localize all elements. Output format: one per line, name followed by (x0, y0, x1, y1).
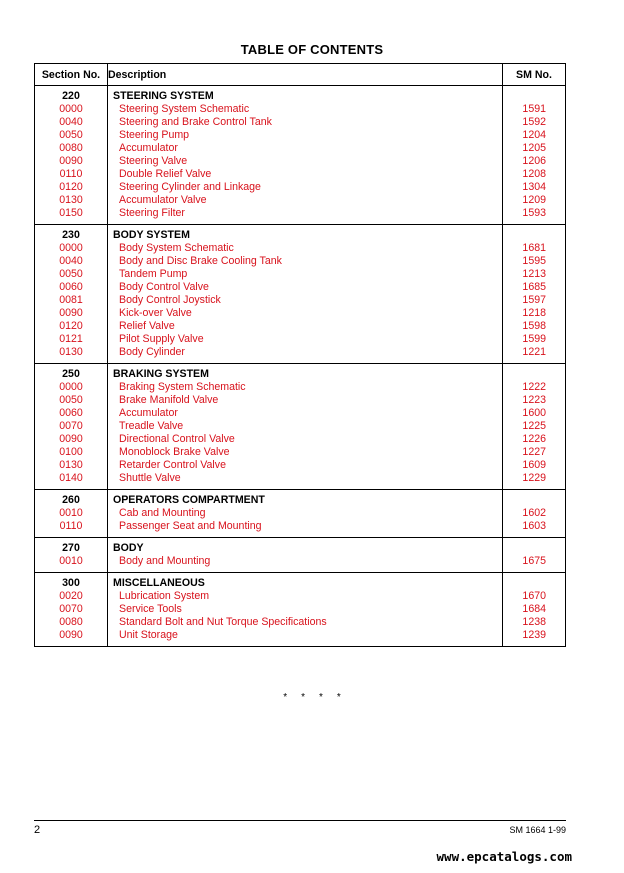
subsection-number-link[interactable]: 0090 (59, 307, 83, 319)
section-sm-spacer (503, 229, 565, 242)
section-number: 250 (62, 368, 80, 380)
page-number: 2 (34, 824, 41, 836)
subsection-number-link[interactable]: 0010 (59, 507, 83, 519)
section-sm-spacer (503, 90, 565, 103)
sm-number-link[interactable]: 1681 (522, 242, 546, 254)
subsection-title-link[interactable]: Kick-over Valve (119, 307, 192, 319)
toc-section-row (35, 364, 566, 490)
subsection-number-link[interactable]: 0140 (59, 472, 83, 484)
section-sm-spacer (503, 542, 565, 555)
sm-number-link[interactable]: 1684 (522, 603, 546, 615)
section-sm-cell (503, 225, 566, 364)
toc-section-group (35, 490, 566, 538)
sm-number-link[interactable]: 1304 (522, 181, 546, 193)
subsection-title-link[interactable]: Monoblock Brake Valve (119, 446, 230, 458)
section-description-cell (108, 538, 503, 573)
star-glyph: * (319, 692, 323, 703)
toc-section-row (35, 538, 566, 573)
sm-number-link[interactable]: 1222 (522, 381, 546, 393)
sm-number-link[interactable]: 1204 (522, 129, 546, 141)
sm-number-link[interactable]: 1239 (522, 629, 546, 641)
section-title: STEERING SYSTEM (113, 90, 214, 102)
end-marker-stars (0, 692, 624, 703)
toc-section-row (35, 225, 566, 364)
section-sm-cell (503, 538, 566, 573)
sm-number-link[interactable]: 1206 (522, 155, 546, 167)
subsection-number-link[interactable]: 0121 (59, 333, 83, 345)
header-section-no: Section No. (35, 64, 108, 86)
subsection-title-link[interactable]: Braking System Schematic (119, 381, 246, 393)
subsection-title-link[interactable]: Standard Bolt and Nut Torque Specifications (119, 616, 327, 628)
subsection-number-link[interactable]: 0050 (59, 268, 83, 280)
subsection-number-link[interactable]: 0130 (59, 459, 83, 471)
subsection-title-link[interactable]: Passenger Seat and Mounting (119, 520, 262, 532)
section-title: BODY SYSTEM (113, 229, 190, 241)
sm-number-link[interactable]: 1218 (522, 307, 546, 319)
subsection-number-link[interactable]: 0010 (59, 555, 83, 567)
subsection-title-link[interactable]: Service Tools (119, 603, 182, 615)
subsection-number-link[interactable]: 0090 (59, 155, 83, 167)
subsection-title-link[interactable]: Brake Manifold Valve (119, 394, 219, 406)
subsection-number-link[interactable]: 0060 (59, 281, 83, 293)
subsection-title-link[interactable]: Shuttle Valve (119, 472, 181, 484)
section-title: BRAKING SYSTEM (113, 368, 209, 380)
section-sm-cell (503, 364, 566, 490)
toc-section-group (35, 573, 566, 647)
subsection-number-link[interactable]: 0130 (59, 194, 83, 206)
subsection-number-link[interactable]: 0100 (59, 446, 83, 458)
sm-number-link[interactable]: 1238 (522, 616, 546, 628)
section-title: OPERATORS COMPARTMENT (113, 494, 265, 506)
watermark-url: www.epcatalogs.com (436, 849, 572, 864)
sm-number-link[interactable]: 1591 (522, 103, 546, 115)
subsection-title-link[interactable]: Body Control Valve (119, 281, 209, 293)
subsection-title-link[interactable]: Body and Disc Brake Cooling Tank (119, 255, 282, 267)
subsection-number-link[interactable]: 0040 (59, 116, 83, 128)
sm-number-link[interactable]: 1229 (522, 472, 546, 484)
subsection-title-link[interactable]: Body and Mounting (119, 555, 211, 567)
subsection-number-link[interactable]: 0050 (59, 394, 83, 406)
subsection-title-link[interactable]: Steering Valve (119, 155, 188, 167)
section-number: 300 (62, 577, 80, 589)
star-glyph: * (336, 692, 341, 703)
subsection-title-link[interactable]: Unit Storage (119, 629, 178, 641)
section-description-cell (108, 573, 503, 647)
section-number-cell (35, 364, 108, 490)
subsection-title-link[interactable]: Lubrication System (119, 590, 210, 602)
subsection-number-link[interactable]: 0090 (59, 629, 83, 641)
sm-number-link[interactable]: 1595 (522, 255, 546, 267)
subsection-number-link[interactable]: 0120 (59, 181, 83, 193)
subsection-number-link[interactable]: 0070 (59, 603, 83, 615)
section-number-cell (35, 538, 108, 573)
sm-number-link[interactable]: 1225 (522, 420, 546, 432)
subsection-title-link[interactable]: Retarder Control Valve (119, 459, 226, 471)
subsection-title-link[interactable]: Double Relief Valve (119, 168, 212, 180)
section-number-cell (35, 573, 108, 647)
subsection-number-link[interactable]: 0080 (59, 142, 83, 154)
sm-number-link[interactable]: 1209 (522, 194, 546, 206)
toc-section-row (35, 86, 566, 225)
section-sm-cell (503, 86, 566, 225)
section-sm-spacer (503, 577, 565, 590)
sm-number-link[interactable]: 1592 (522, 116, 546, 128)
subsection-title-link[interactable]: Steering Cylinder and Linkage (119, 181, 261, 193)
star-glyph: * (301, 692, 305, 703)
section-description-cell (108, 364, 503, 490)
subsection-number-link[interactable]: 0120 (59, 320, 83, 332)
section-sm-cell (503, 573, 566, 647)
section-sm-spacer (503, 368, 565, 381)
subsection-title-link[interactable]: Body Cylinder (119, 346, 185, 358)
subsection-number-link[interactable]: 0130 (59, 346, 83, 358)
sm-number-link[interactable]: 1205 (522, 142, 546, 154)
page-title: TABLE OF CONTENTS (240, 42, 384, 57)
toc-section-group (35, 538, 566, 573)
subsection-title-link[interactable]: Steering System Schematic (119, 103, 250, 115)
subsection-number-link[interactable]: 0040 (59, 255, 83, 267)
subsection-title-link[interactable]: Accumulator (119, 142, 178, 154)
subsection-title-link[interactable]: Body System Schematic (119, 242, 234, 254)
toc-section-group (35, 225, 566, 364)
toc-section-group (35, 86, 566, 225)
toc-header-row (35, 64, 566, 86)
document-reference: SM 1664 1-99 (509, 825, 566, 835)
subsection-number-link[interactable]: 0110 (59, 168, 83, 180)
subsection-title-link[interactable]: Accumulator Valve (119, 194, 207, 206)
sm-number-link[interactable]: 1685 (522, 281, 546, 293)
subsection-title-link[interactable]: Accumulator (119, 407, 178, 419)
section-description-cell (108, 225, 503, 364)
sm-number-link[interactable]: 1223 (522, 394, 546, 406)
subsection-title-link[interactable]: Treadle Valve (119, 420, 184, 432)
subsection-number-link[interactable]: 0050 (59, 129, 83, 141)
sm-number-link[interactable]: 1598 (522, 320, 546, 332)
sm-number-link[interactable]: 1221 (522, 346, 546, 358)
subsection-number-link[interactable]: 0070 (59, 420, 83, 432)
section-description-cell (108, 86, 503, 225)
subsection-title-link[interactable]: Cab and Mounting (119, 507, 206, 519)
toc-section-row (35, 573, 566, 647)
subsection-title-link[interactable]: Directional Control Valve (119, 433, 235, 445)
section-number-cell (35, 86, 108, 225)
sm-number-link[interactable]: 1597 (522, 294, 546, 306)
sm-number-link[interactable]: 1227 (522, 446, 546, 458)
section-number-cell (35, 490, 108, 538)
subsection-number-link[interactable]: 0000 (59, 242, 83, 254)
header-description: Description (108, 64, 503, 86)
sm-number-link[interactable]: 1599 (522, 333, 546, 345)
section-number-cell (35, 225, 108, 364)
sm-number-link[interactable]: 1213 (522, 268, 546, 280)
subsection-number-link[interactable]: 0110 (59, 520, 83, 532)
footer-divider (34, 820, 566, 821)
section-number: 220 (62, 90, 80, 102)
sm-number-link[interactable]: 1609 (522, 459, 546, 471)
section-description-cell (108, 490, 503, 538)
sm-number-link[interactable]: 1226 (522, 433, 546, 445)
subsection-number-link[interactable]: 0000 (59, 103, 83, 115)
subsection-number-link[interactable]: 0020 (59, 590, 83, 602)
sm-number-link[interactable]: 1208 (522, 168, 546, 180)
subsection-title-link[interactable]: Relief Valve (119, 320, 175, 332)
subsection-title-link[interactable]: Pilot Supply Valve (119, 333, 204, 345)
sm-number-link[interactable]: 1670 (522, 590, 546, 602)
subsection-number-link[interactable]: 0000 (59, 381, 83, 393)
header-sm-no: SM No. (503, 64, 566, 86)
subsection-number-link[interactable]: 0081 (59, 294, 83, 306)
sm-number-link[interactable]: 1675 (522, 555, 546, 567)
section-number: 270 (62, 542, 80, 554)
star-glyph: * (283, 692, 288, 703)
sm-number-link[interactable]: 1602 (522, 507, 546, 519)
toc-section-row (35, 490, 566, 538)
toc-section-group (35, 364, 566, 490)
subsection-number-link[interactable]: 0090 (59, 433, 83, 445)
toc-table (34, 63, 566, 647)
subsection-number-link[interactable]: 0080 (59, 616, 83, 628)
subsection-number-link[interactable]: 0150 (59, 207, 83, 219)
subsection-title-link[interactable]: Steering Pump (119, 129, 190, 141)
sm-number-link[interactable]: 1603 (522, 520, 546, 532)
subsection-number-link[interactable]: 0060 (59, 407, 83, 419)
sm-number-link[interactable]: 1593 (522, 207, 546, 219)
subsection-title-link[interactable]: Body Control Joystick (119, 294, 221, 306)
sm-number-link[interactable]: 1600 (522, 407, 546, 419)
section-title: BODY (113, 542, 144, 554)
section-title: MISCELLANEOUS (113, 577, 205, 589)
section-number: 260 (62, 494, 80, 506)
subsection-title-link[interactable]: Tandem Pump (119, 268, 188, 280)
subsection-title-link[interactable]: Steering Filter (119, 207, 185, 219)
section-sm-cell (503, 490, 566, 538)
section-number: 230 (62, 229, 80, 241)
subsection-title-link[interactable]: Steering and Brake Control Tank (119, 116, 272, 128)
section-sm-spacer (503, 494, 565, 507)
